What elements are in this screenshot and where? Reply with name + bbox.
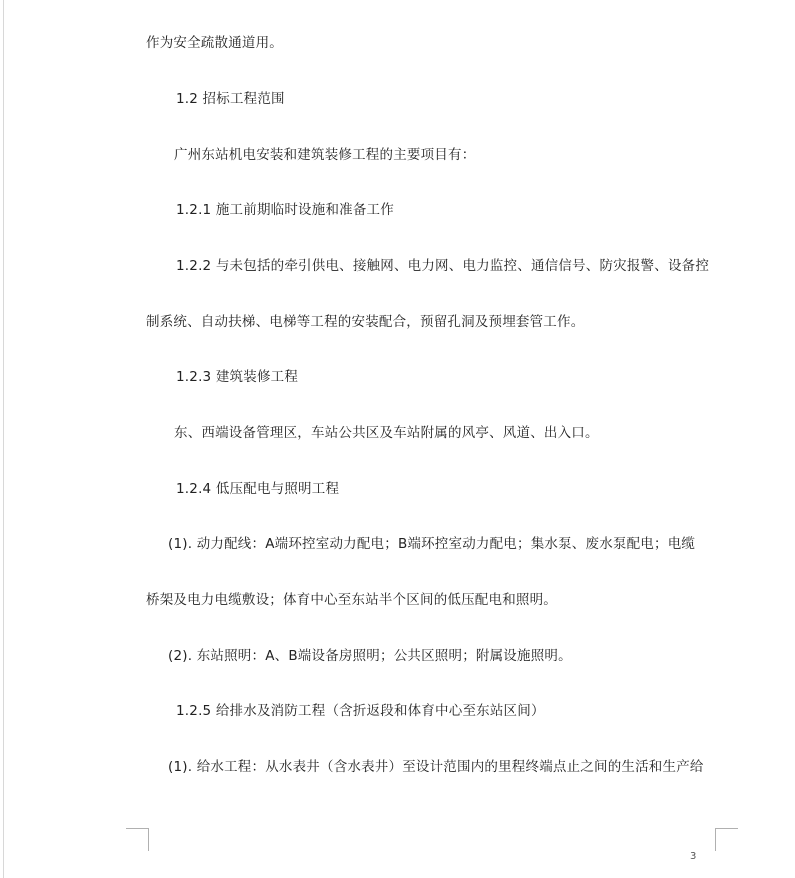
- paragraph-line-5: 桥架及电力电缆敷设；体育中心至东站半个区间的低压配电和照明。: [146, 592, 557, 608]
- paragraph-line-4: 东、西端设备管理区，车站公共区及车站附属的风亭、风道、出入口。: [174, 425, 599, 441]
- paragraph-line-1: 作为安全疏散通道用。: [146, 35, 283, 51]
- section-heading-1-2-4: 1.2.4 低压配电与照明工程: [176, 481, 340, 497]
- page-left-edge: [3, 0, 4, 878]
- section-heading-1-2: 1.2 招标工程范围: [176, 91, 285, 107]
- paragraph-line-3: 制系统、自动扶梯、电梯等工程的安装配合，预留孔洞及预埋套管工作。: [146, 314, 585, 330]
- section-heading-1-2-2: 1.2.2 与未包括的牵引供电、接触网、电力网、电力监控、通信信号、防灾报警、设备控: [176, 258, 710, 274]
- section-heading-1-2-1: 1.2.1 施工前期临时设施和准备工作: [176, 202, 394, 218]
- bottom-left-margin-mark: [126, 828, 149, 851]
- list-item-line-1: (1). 动力配线：A端环控室动力配电；B端环控室动力配电；集水泵、废水泵配电；电缆: [168, 536, 696, 552]
- list-item-line-2: (2). 东站照明：A、B端设备房照明；公共区照明；附属设施照明。: [168, 648, 572, 664]
- paragraph-line-2: 广州东站机电安装和建筑装修工程的主要项目有：: [174, 147, 476, 163]
- section-heading-1-2-5: 1.2.5 给排水及消防工程（含折返段和体育中心至东站区间）: [176, 703, 545, 719]
- page-number: 3: [690, 851, 697, 862]
- list-item-line-3: (1). 给水工程：从水表井（含水表井）至设计范围内的里程终端点止之间的生活和生产给: [168, 759, 704, 775]
- section-heading-1-2-3: 1.2.3 建筑装修工程: [176, 369, 299, 385]
- bottom-right-margin-mark: [715, 828, 738, 851]
